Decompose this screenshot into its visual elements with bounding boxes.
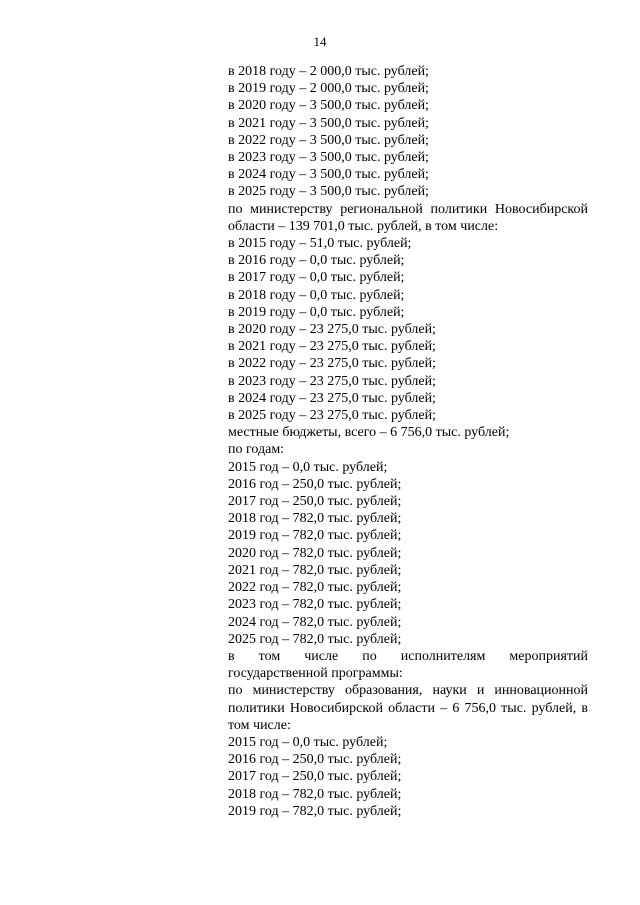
text-line: 2022 год – 782,0 тыс. рублей;: [228, 580, 402, 596]
text-line: в 2015 году – 51,0 тыс. рублей;: [228, 236, 412, 252]
text-line: в 2019 году – 0,0 тыс. рублей;: [228, 304, 405, 320]
document-body: [228, 63, 588, 820]
text-line: 2016 год – 250,0 тыс. рублей;: [228, 476, 402, 492]
text-line: в 2017 году – 0,0 тыс. рублей;: [228, 270, 405, 286]
text-line: в 2022 году – 3 500,0 тыс. рублей;: [228, 132, 429, 148]
text-line: в 2025 году – 3 500,0 тыс. рублей;: [228, 184, 429, 200]
text-line: в 2016 году – 0,0 тыс. рублей;: [228, 253, 405, 269]
text-line: в 2025 году – 23 275,0 тыс. рублей;: [228, 408, 436, 424]
text-line: 2016 год – 250,0 тыс. рублей;: [228, 752, 402, 768]
text-line: 2019 год – 782,0 тыс. рублей;: [228, 528, 402, 544]
text-line: по годам:: [228, 442, 285, 458]
text-line: 2024 год – 782,0 тыс. рублей;: [228, 614, 402, 630]
page-number: 14: [313, 34, 327, 49]
text-line: 2015 год – 0,0 тыс. рублей;: [228, 459, 388, 475]
text-line: 2020 год – 782,0 тыс. рублей;: [228, 545, 402, 561]
paragraph-executors: в том числе по исполнителям мероприятий государственной программы:: [228, 648, 588, 682]
text-line: местные бюджеты, всего – 6 756,0 тыс. рублей;: [228, 425, 510, 441]
text-line: 2015 год – 0,0 тыс. рублей;: [228, 734, 388, 750]
paragraph-regional-ministry: по министерству региональной политики Новосибирской области – 139 701,0 тыс. рублей, в том числе:: [228, 201, 588, 234]
text-line: в 2020 году – 3 500,0 тыс. рублей;: [228, 98, 429, 114]
text-line: в 2024 году – 3 500,0 тыс. рублей;: [228, 167, 429, 183]
text-line: в 2023 году – 3 500,0 тыс. рублей;: [228, 150, 429, 166]
text-line: 2023 год – 782,0 тыс. рублей;: [228, 597, 402, 613]
text-line: 2018 год – 782,0 тыс. рублей;: [228, 511, 402, 527]
text-line: 2017 год – 250,0 тыс. рублей;: [228, 769, 402, 785]
text-line: в 2023 году – 23 275,0 тыс. рублей;: [228, 373, 436, 389]
text-line: 2018 год – 782,0 тыс. рублей;: [228, 786, 402, 802]
text-line: 2025 год – 782,0 тыс. рублей;: [228, 631, 402, 647]
text-line: в 2022 году – 23 275,0 тыс. рублей;: [228, 356, 436, 372]
text-line: в 2021 году – 3 500,0 тыс. рублей;: [228, 115, 429, 131]
paragraph-education-ministry: по министерству образования, науки и инновационной политики Новосибирской области – 6 756,0 тыс. рублей, в том числе:: [228, 683, 588, 733]
text-line: в 2018 году – 0,0 тыс. рублей;: [228, 287, 405, 303]
text-line: в 2020 году – 23 275,0 тыс. рублей;: [228, 322, 436, 338]
text-line: в 2024 году – 23 275,0 тыс. рублей;: [228, 390, 436, 406]
text-line: 2021 год – 782,0 тыс. рублей;: [228, 562, 402, 578]
text-line: в 2018 году – 2 000,0 тыс. рублей;: [228, 64, 429, 79]
text-line: 2019 год – 782,0 тыс. рублей;: [228, 803, 402, 819]
text-line: в 2019 году – 2 000,0 тыс. рублей;: [228, 81, 429, 97]
text-line: 2017 год – 250,0 тыс. рублей;: [228, 494, 402, 510]
text-line: в 2021 году – 23 275,0 тыс. рублей;: [228, 339, 436, 355]
